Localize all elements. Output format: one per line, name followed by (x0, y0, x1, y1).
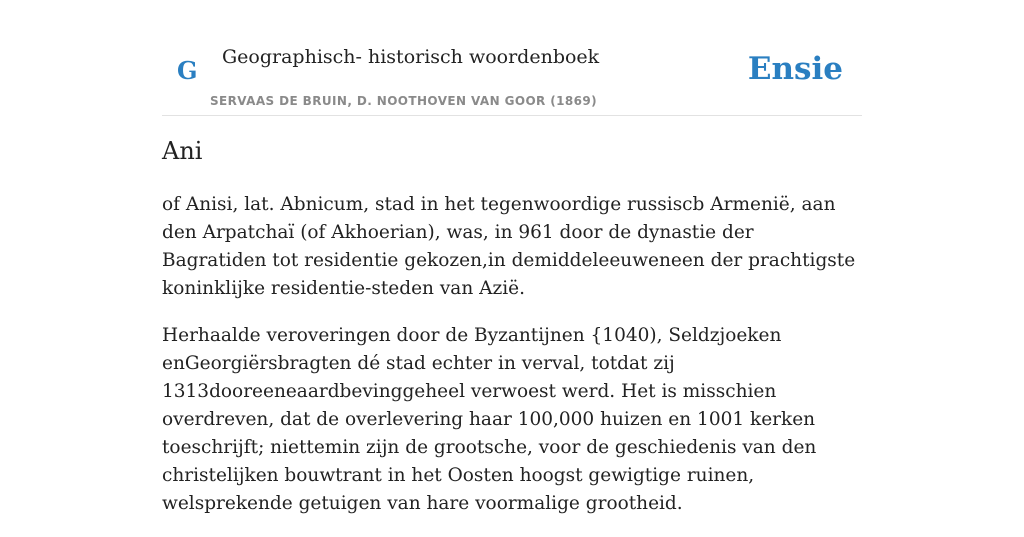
dictionary-logo-icon[interactable]: G (177, 56, 198, 85)
entry-paragraph: Herhaalde veroveringen door de Byzantijnen {1040), Seldzjoeken enGeorgiërsbragten dé stad echter in verval, totdat zij 1313dooreeneaardbevinggeheel verwoest werd. Het is misschien overdreven, dat de overlevering haar 100,000 huizen en 1001 kerken toeschrijft; niettemin zijn de grootsche, voor de geschiedenis van den christelijken bouwtrant in het Oosten hoogst gewigtige ruinen, welsprekende getuigen van hare voormalige grootheid. (162, 325, 817, 514)
entry-title: Ani (162, 137, 203, 165)
entry-paragraph: of Anisi, lat. Abnicum, stad in het tegenwoordige russiscb Armenië, aan den Arpatchaï (of Akhoerian), was, in 961 door de dynastie der Bagratiden tot residentie gekozen,in demiddeleeuweneen der prachtigste koninklijke residentie-steden van Azië. (162, 194, 856, 299)
ensie-logo-link[interactable]: Ensie (747, 51, 843, 87)
dictionary-authors: SERVAAS DE BRUIN, D. NOOTHOVEN VAN GOOR (1869) (210, 94, 598, 108)
dictionary-title-link[interactable]: Geographisch- historisch woordenboek (222, 46, 600, 68)
entry-content (162, 191, 862, 537)
dictionary-header (162, 36, 862, 116)
